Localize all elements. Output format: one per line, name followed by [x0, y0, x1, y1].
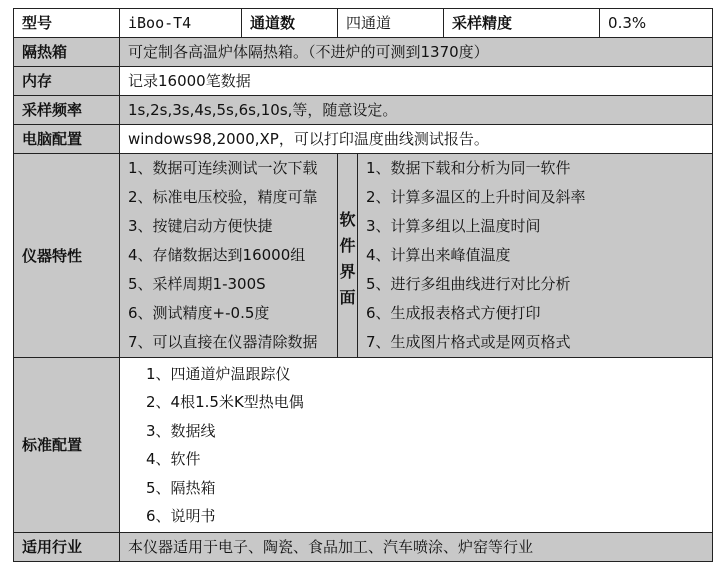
- feature-item: 5、采样周期1-300S: [128, 275, 266, 293]
- standard-item: 4、软件: [146, 450, 201, 468]
- feature-item: 6、测试精度+-0.5度: [128, 304, 270, 322]
- software-item: 2、计算多温区的上升时间及斜率: [366, 188, 586, 206]
- model-value: iBoo-T4: [120, 9, 242, 38]
- channels-value: 四通道: [338, 9, 444, 38]
- channels-label: 通道数: [242, 9, 338, 38]
- feature-item: 4、存储数据达到16000组: [128, 246, 306, 264]
- standard-item: 1、四通道炉温跟踪仪: [146, 364, 291, 383]
- memory-row: [14, 67, 713, 96]
- memory-value: 记录16000笔数据: [120, 67, 713, 96]
- precision-value: 0.3%: [600, 9, 713, 38]
- insulation-label: 隔热箱: [14, 38, 120, 67]
- software-label-char: 软: [339, 209, 356, 229]
- computer-row: [14, 125, 713, 154]
- feature-item: 1、数据可连续测试一次下载: [128, 159, 318, 177]
- features-row: [14, 154, 713, 358]
- software-item: 4、计算出来峰值温度: [366, 246, 511, 264]
- standard-item: 2、4根1.5米K型热电偶: [146, 393, 304, 411]
- software-features-list: [358, 154, 713, 358]
- standard-item: 6、说明书: [146, 507, 216, 525]
- standard-item: 3、数据线: [146, 421, 216, 440]
- standard-config-list: [120, 358, 713, 533]
- software-item: 5、进行多组曲线进行对比分析: [366, 275, 571, 293]
- feature-item: 3、按键启动方便快捷: [128, 217, 273, 235]
- computer-label: 电脑配置: [14, 125, 120, 154]
- sampling-value: 1s,2s,3s,4s,5s,6s,10s,等，随意设定。: [120, 96, 713, 125]
- industry-row: [14, 533, 713, 562]
- insulation-row: [14, 38, 713, 67]
- industry-label: 适用行业: [14, 533, 120, 562]
- software-item: 7、生成图片格式或是网页格式: [366, 333, 571, 351]
- software-interface-label: [338, 154, 358, 358]
- features-list: [120, 154, 338, 358]
- standard-config-row: [14, 358, 713, 533]
- software-item: 3、计算多组以上温度时间: [366, 217, 541, 235]
- standard-config-label: 标准配置: [14, 358, 120, 533]
- memory-label: 内存: [14, 67, 120, 96]
- standard-item: 5、隔热箱: [146, 478, 216, 497]
- computer-value: windows98,2000,XP，可以打印温度曲线测试报告。: [120, 125, 713, 154]
- software-label-char: 面: [339, 287, 356, 307]
- insulation-value: 可定制各高温炉体隔热箱。（不进炉的可测到1370度）: [120, 38, 713, 67]
- header-row: [14, 9, 713, 38]
- precision-label: 采样精度: [444, 9, 600, 38]
- software-item: 6、生成报表格式方便打印: [366, 304, 541, 322]
- features-label: 仪器特性: [14, 154, 120, 358]
- feature-item: 7、可以直接在仪器清除数据: [128, 333, 318, 351]
- sampling-label: 采样频率: [14, 96, 120, 125]
- sampling-row: [14, 96, 713, 125]
- spec-table: [13, 8, 713, 562]
- software-item: 1、数据下载和分析为同一软件: [366, 159, 571, 177]
- feature-item: 2、标准电压校验，精度可靠: [128, 188, 318, 206]
- spec-sheet: [13, 8, 712, 561]
- model-label: 型号: [14, 9, 120, 38]
- industry-value: 本仪器适用于电子、陶瓷、食品加工、汽车喷涂、炉窑等行业: [120, 533, 713, 562]
- software-label-char: 界: [339, 261, 356, 281]
- software-label-char: 件: [339, 235, 356, 255]
